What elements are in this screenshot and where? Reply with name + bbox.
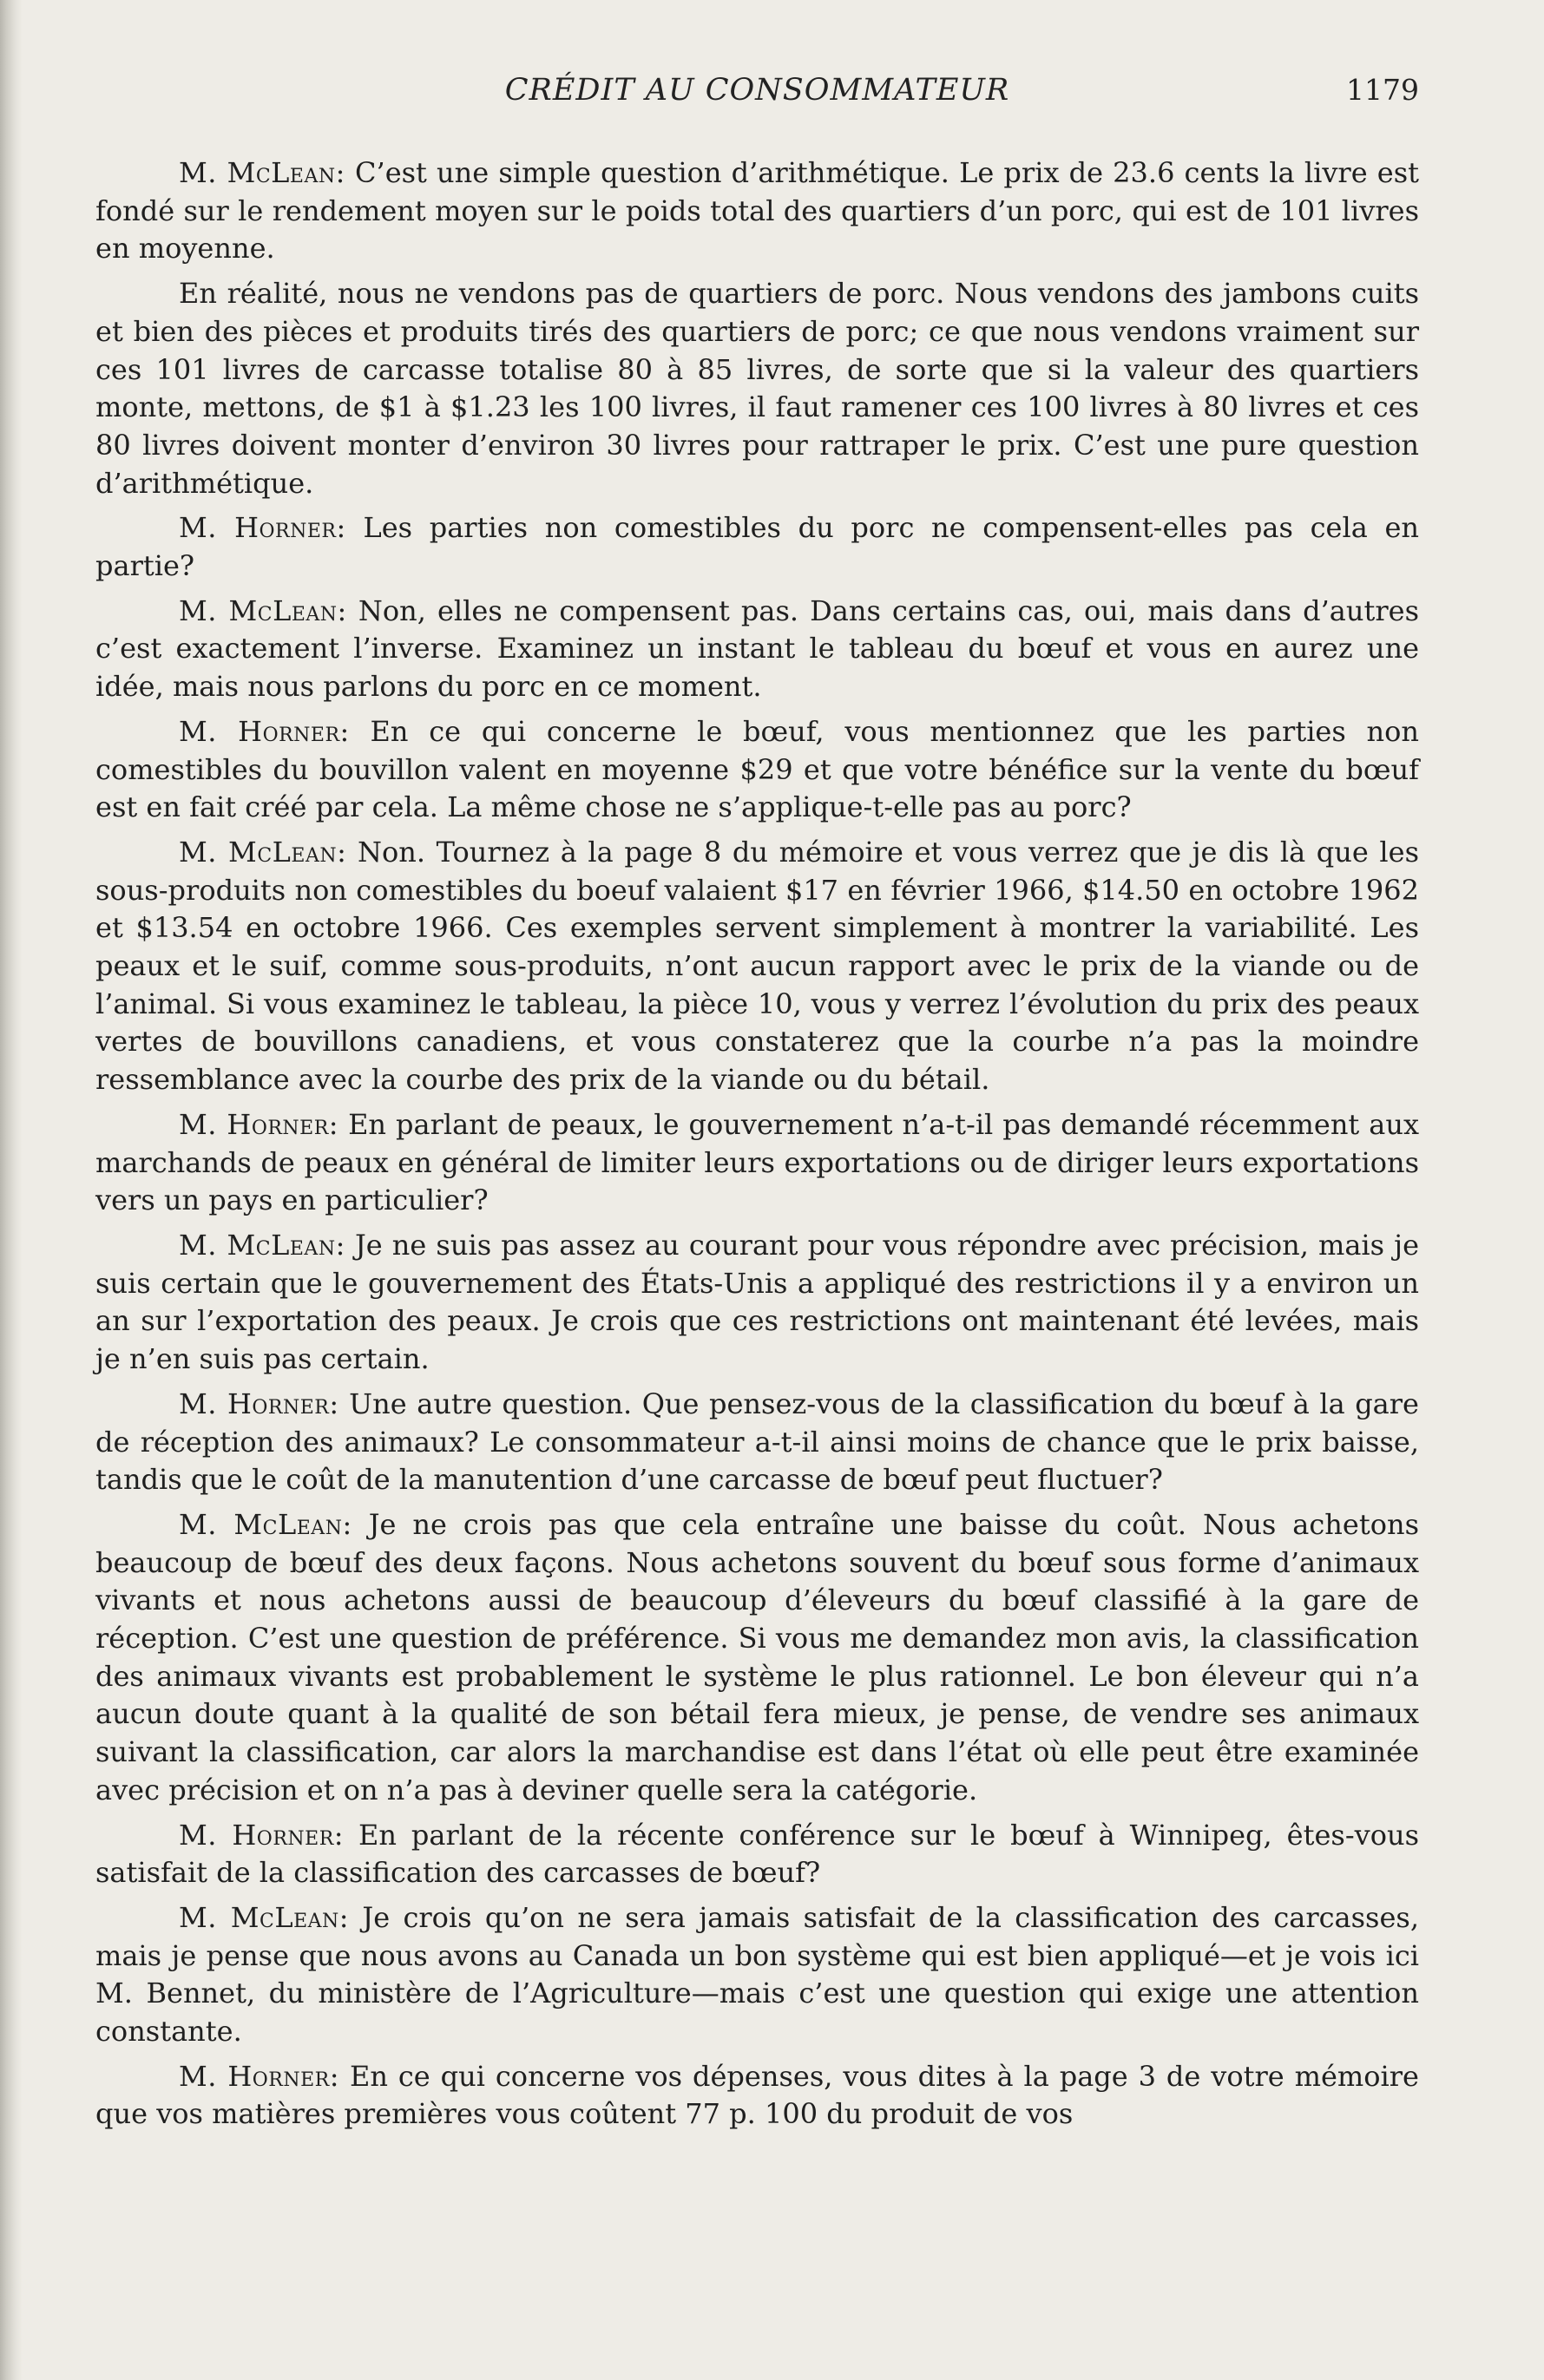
- speaker-name: M. McLean:: [179, 1228, 345, 1262]
- page-header: [95, 73, 1419, 125]
- paragraph-text: En ce qui concerne le bœuf, vous mentionnez que les parties non comestibles du bouvillon valent en moyenne $29 et que votre bénéfice sur la vente du bœuf est en fait créé par cela. La même chose ne s’applique-t-elle pas au porc?: [95, 714, 1419, 824]
- paragraph: [95, 2058, 1419, 2134]
- paragraph: [95, 593, 1419, 706]
- paragraph-text: C’est une simple question d’arithmétique. Le prix de 23.6 cents la livre est fondé sur le rendement moyen sur le poids total des quartiers d’un porc, qui est de 101 livres en moyenne.: [95, 156, 1420, 266]
- paragraph-text: Non, elles ne compensent pas. Dans certains cas, oui, mais dans d’autres c’est exactement l’inverse. Examinez un instant le tableau du bœuf et vous en aurez une idée, mais nous parlons du porc en ce moment.: [95, 593, 1420, 704]
- paragraph-text: Je crois qu’on ne sera jamais satisfait de la classification des carcasses, mais je pense que nous avons au Canada un bon système qui est bien appliqué—et je vois ici M. Bennet, du ministère de l’Agriculture—mais c’est une question qui exige une attention constante.: [95, 1900, 1420, 2049]
- paragraph: [95, 1817, 1419, 1892]
- speaker-name: M. McLean:: [179, 1900, 350, 1934]
- speaker-name: M. McLean:: [179, 593, 347, 627]
- paragraph-text: Je ne crois pas que cela entraîne une baisse du coût. Nous achetons beaucoup de bœuf des deux façons. Nous achetons souvent du bœuf sous forme d’animaux vivants et nous achetons aussi de beaucoup d’éleveurs du bœuf classifié à la gare de réception. C’est une question de préférence. Si vous me demandez mon avis, la classification des animaux vivants est probablement le système le plus rationnel. Le bon éleveur qui n’a aucun doute quant à la qualité de son bétail fera mieux, je pense, de vendre ses animaux suivant la classification, car alors la marchandise est dans l’état où elle peut être examinée avec précision et on n’a pas à deviner quelle sera la catégorie.: [95, 1507, 1420, 1806]
- paragraph: [95, 1386, 1419, 1499]
- speaker-name: M. Horner:: [179, 2059, 340, 2093]
- speaker-name: M. Horner:: [179, 1107, 339, 1141]
- paragraph: [95, 1506, 1419, 1810]
- paragraph: [95, 1899, 1419, 2051]
- binding-edge: [0, 0, 23, 2380]
- paragraph: [95, 1106, 1419, 1220]
- paragraph: [95, 713, 1419, 827]
- speaker-name: M. McLean:: [179, 835, 347, 869]
- paragraph-text: En parlant de peaux, le gouvernement n’a-t-il pas demandé récemment aux marchands de peaux en général de limiter leurs exportations ou de diriger leurs exportations vers un pays en particulier?: [95, 1107, 1420, 1217]
- speaker-name: M. Horner:: [179, 1387, 339, 1420]
- paragraph-text: Les parties non comestibles du porc ne compensent-elles pas cela en partie?: [95, 511, 1419, 583]
- paragraph-text: En parlant de la récente conférence sur le bœuf à Winnipeg, êtes-vous satisfait de la classification des carcasses de bœuf?: [95, 1818, 1420, 1890]
- paragraph: [95, 275, 1419, 502]
- paragraph-text: En réalité, nous ne vendons pas de quartiers de porc. Nous vendons des jambons cuits et bien des pièces et produits tirés des quartiers de porc; ce que nous vendons vraiment sur ces 101 livres de carcasse totalise 80 à 85 livres, de sorte que si la valeur des quartiers monte, mettons, de $1 à $1.23 les 100 livres, il faut ramener ces 100 livres à 80 livres et ces 80 livres doivent monter d’environ 30 livres pour rattraper le prix. C’est une pure question d’arithmétique.: [95, 277, 1419, 500]
- paragraph: [95, 509, 1419, 585]
- speaker-name: M. Horner:: [179, 714, 350, 748]
- paragraph: [95, 834, 1419, 1099]
- paragraph: [95, 1227, 1419, 1379]
- paragraph-text: Une autre question. Que pensez-vous de la classification du bœuf à la gare de réception des animaux? Le consommateur a-t-il ainsi moins de chance que le prix baisse, tandis que le coût de la manutention d’une carcasse de bœuf peut fluctuer?: [95, 1387, 1419, 1497]
- body-text: [95, 154, 1419, 2141]
- paragraph-text: Je ne suis pas assez au courant pour vous répondre avec précision, mais je suis certain que le gouvernement des États-Unis a appliqué des restrictions il y a environ un an sur l’exportation des peaux. Je crois que ces restrictions ont maintenant été levées, mais je n’en suis pas certain.: [95, 1228, 1420, 1376]
- paragraph: [95, 154, 1419, 268]
- running-title: CRÉDIT AU CONSOMMATEUR: [504, 73, 1010, 108]
- speaker-name: M. McLean:: [179, 156, 345, 189]
- speaker-name: M. McLean:: [179, 1507, 352, 1541]
- speaker-name: M. Horner:: [179, 511, 346, 545]
- paragraph-text: En ce qui concerne vos dépenses, vous dites à la page 3 de votre mémoire que vos matières premières vous coûtent 77 p. 100 du produit de vos: [95, 2059, 1419, 2131]
- page-number: 1179: [1346, 73, 1419, 107]
- speaker-name: M. Horner:: [179, 1818, 345, 1852]
- paragraph-text: Non. Tournez à la page 8 du mémoire et vous verrez que je dis là que les sous-produits non comestibles du boeuf valaient $17 en février 1966, $14.50 en octobre 1962 et $13.54 en octobre 1966. Ces exemples servent simplement à montrer la variabilité. Les peaux et le suif, comme sous-produits, n’ont aucun rapport avec le prix de la viande ou de l’animal. Si vous examinez le tableau, la pièce 10, vous y verrez l’évolution du prix des peaux vertes de bouvillons canadiens, et vous constaterez que la courbe n’a pas la moindre ressemblance avec la courbe des prix de la viande ou du bétail.: [95, 835, 1420, 1097]
